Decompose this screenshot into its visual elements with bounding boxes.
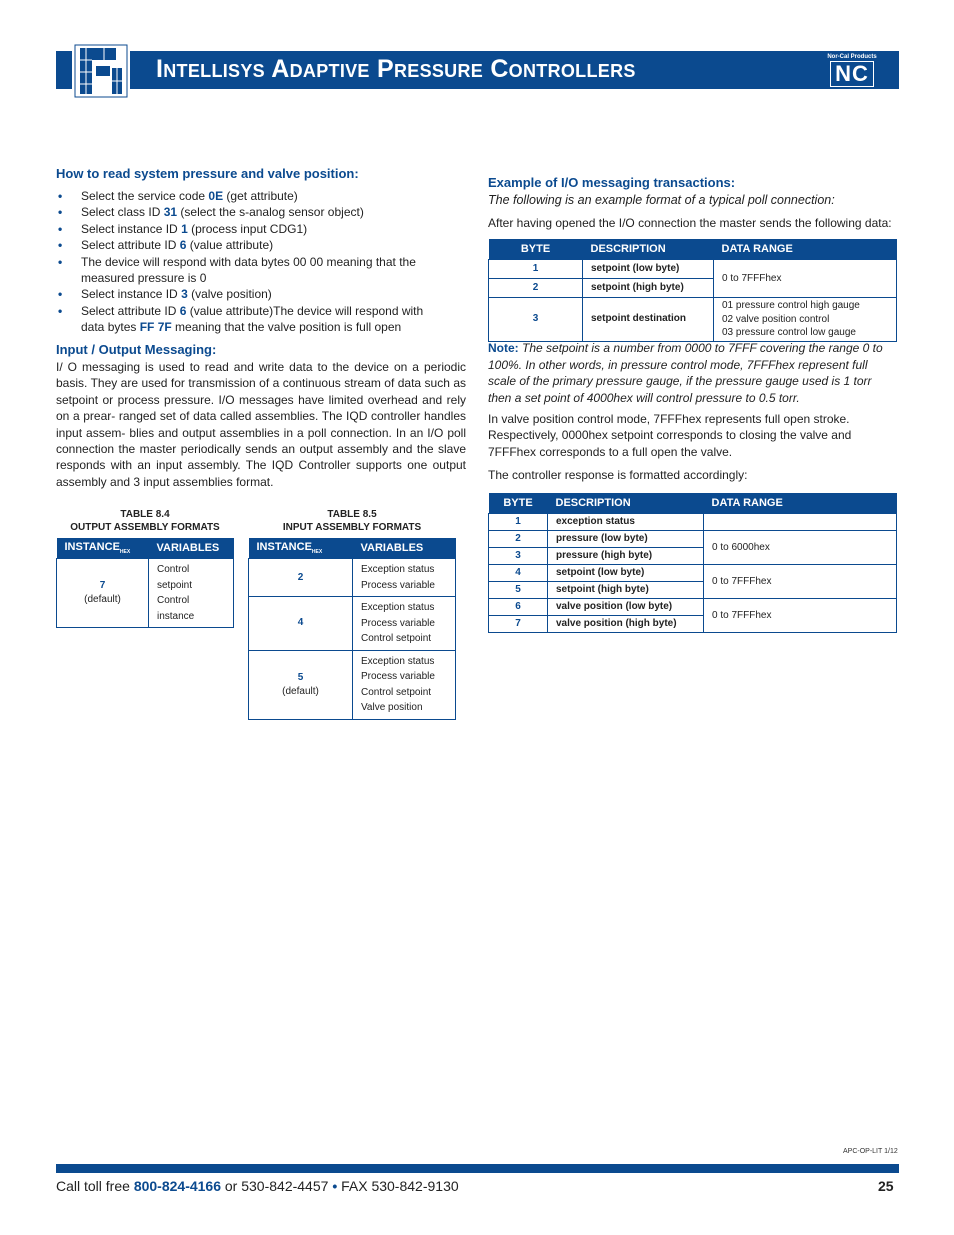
variable-item: Exception status — [361, 655, 435, 667]
range-cell — [704, 514, 897, 531]
bullet-text: (get attribute) — [223, 189, 298, 203]
response-table — [488, 493, 897, 633]
note-label: Note: — [488, 341, 519, 355]
table-header: $INSTANCE_{HEX}$ — [57, 538, 149, 559]
section-heading-read: How to read system pressure and valve position: — [56, 166, 359, 181]
byte-cell: 6 — [489, 599, 548, 616]
variable-item: Control setpoint — [361, 686, 432, 698]
instance-cell — [249, 597, 353, 651]
instance-note: (default) — [84, 594, 121, 605]
brand-name: Nor-Cal Products — [827, 54, 877, 60]
call-label: Call toll free — [56, 1178, 134, 1194]
bullet-text: (select the s-analog sensor object) — [177, 205, 364, 220]
instance-cell — [57, 559, 149, 628]
byte-cell: 5 — [489, 582, 548, 599]
table-header: DATA RANGE — [714, 239, 897, 260]
table-row — [249, 597, 456, 651]
table-row — [57, 559, 234, 628]
highlight-value: 3 — [181, 287, 188, 302]
bullet-icon: • — [58, 303, 63, 318]
instance-cell — [249, 650, 353, 719]
toll-free-phone: 800-824-4166 — [133, 1178, 221, 1194]
instance-cell — [249, 559, 353, 597]
byte-cell: 1 — [489, 514, 548, 531]
after-open-text: After having opened the I/O connection the master sends the following data: — [488, 216, 892, 230]
description-cell: exception status — [548, 514, 704, 531]
bullet-text: (value attribute) — [186, 238, 274, 253]
range-option: 01 pressure control high gauge — [722, 300, 860, 311]
table-row — [489, 260, 897, 279]
bullet-text: Select instance ID — [81, 221, 182, 236]
footer-contact — [56, 1178, 459, 1194]
table-row — [489, 599, 897, 616]
list-item — [56, 188, 426, 204]
table-header: VARIABLES — [149, 538, 234, 559]
variable-item: Process variable — [361, 579, 435, 591]
separator-bullet: • — [332, 1178, 338, 1194]
bullet-text: Select attribute ID — [81, 238, 180, 253]
table-row — [489, 565, 897, 582]
description-cell: setpoint (low byte) — [583, 260, 714, 279]
list-item — [56, 204, 426, 220]
range-cell: 0 to 7FFFhex — [714, 260, 897, 298]
table-row — [489, 531, 897, 548]
bullet-icon: • — [58, 254, 63, 269]
bullet-text: (value attribute)The device will respond with data bytes — [81, 303, 424, 335]
variable-item: Control instance — [157, 595, 195, 622]
instance-note: (default) — [282, 685, 319, 697]
bullet-list — [56, 188, 426, 336]
variable-item: Control setpoint — [157, 564, 193, 591]
variable-item: Control setpoint — [361, 633, 432, 644]
instance-value: 7 — [99, 580, 106, 591]
nor-cal-logo-icon — [72, 42, 130, 100]
list-item — [56, 221, 426, 237]
range-cell: 0 to 6000hex — [704, 531, 897, 565]
table-header: BYTE — [489, 493, 548, 514]
description-cell: pressure (low byte) — [548, 531, 704, 548]
variable-item: Exception status — [361, 564, 435, 575]
note-text: The setpoint is a number from 0000 to 7FFF covering the range 0 to 100%. In other words, in pressure control mode, 7FFFhex represent full scale of the primary pressure gauge, if the pressure gauge used is 1 torr then a set point of 4000hex will control pressure to 0.5 torr. — [488, 341, 883, 405]
list-item — [56, 237, 426, 253]
description-cell: setpoint (low byte) — [548, 565, 704, 582]
table-row — [249, 559, 456, 597]
instance-value: 2 — [297, 571, 304, 583]
fax-number: FAX 530-842-9130 — [337, 1178, 459, 1194]
example-intro: The following is an example format of a typical poll connection: — [488, 193, 835, 207]
table-header: DESCRIPTION — [548, 493, 704, 514]
bullet-text: Select attribute ID — [81, 303, 180, 318]
highlight-value: 1 — [181, 221, 188, 236]
description-cell: pressure (high byte) — [548, 548, 704, 565]
bullet-text: (process input CDG1) — [187, 221, 308, 236]
table-8-5-caption — [248, 508, 456, 534]
variables-cell — [353, 650, 456, 719]
byte-cell: 2 — [489, 531, 548, 548]
table-8-4-caption — [56, 508, 234, 534]
instance-value: 4 — [297, 617, 304, 629]
highlight-value: FF 7F — [139, 320, 172, 335]
table-header: VARIABLES — [353, 538, 456, 559]
highlight-value: 6 — [179, 303, 187, 318]
bullet-text: (valve position) — [187, 287, 272, 302]
range-option: 02 valve position control — [722, 313, 830, 325]
brand-logo — [824, 54, 880, 86]
page-number: 25 — [878, 1178, 894, 1194]
table-header: $INSTANCE_{HEX}$ — [249, 538, 353, 559]
description-cell: setpoint destination — [583, 298, 714, 342]
io-paragraph: I/ O messaging is used to read and write data to the device on a periodic basis. They are used for transmission of a continuous stream of data such as setpoint or process pressure. I/O messages have limited overhead and rely on a prear- ranged set of data called assemblies. The IQD controller handles input assem- blies and output assemblies in a poll connection. In an I/O poll connection the master periodically sends an output assembly and the slave responds with an input assembly. The IQD Controller supports one output assembly and 3 input assemblies format. — [56, 360, 466, 489]
table-header: BYTE — [489, 239, 583, 260]
variable-item: Valve position — [361, 702, 423, 713]
range-option: 03 pressure control low gauge — [722, 327, 856, 338]
byte-cell: 3 — [489, 548, 548, 565]
table-8-5-title: INPUT ASSEMBLY FORMATS — [282, 522, 422, 533]
variable-item: Exception status — [361, 602, 435, 613]
byte-cell: 4 — [489, 565, 548, 582]
table-header: DATA RANGE — [704, 493, 897, 514]
brand-letters: NC — [830, 61, 874, 87]
byte-cell: 1 — [489, 260, 583, 279]
input-assembly-table — [248, 538, 456, 720]
highlight-value: 6 — [179, 238, 187, 253]
list-item — [56, 286, 426, 302]
table-8-5-number: TABLE 8.5 — [327, 509, 377, 520]
valve-paragraph: In valve position control mode, 7FFFhex represents full open stroke. Respectively, 0000hex setpoint corresponds to closing the valve and 7FFFhex corresponds to a full open the valve. — [488, 412, 852, 459]
highlight-value: 0E — [208, 189, 224, 203]
range-cell: 0 to 7FFFhex — [704, 565, 897, 599]
bullet-text: meaning that the valve position is full open — [171, 320, 402, 335]
setpoint-note — [488, 340, 898, 406]
bullet-icon: • — [58, 287, 63, 302]
description-cell: setpoint (high byte) — [548, 582, 704, 599]
table-row — [489, 514, 897, 531]
description-cell: valve position (low byte) — [548, 599, 704, 616]
byte-cell: 2 — [489, 279, 583, 298]
bullet-text: Select the service code — [81, 189, 209, 203]
master-data-table — [488, 239, 897, 342]
variable-item: Process variable — [361, 671, 435, 682]
section-heading-io: Input / Output Messaging: — [56, 342, 217, 357]
table-row — [489, 298, 897, 342]
bullet-icon: • — [58, 238, 63, 253]
section-heading-example: Example of I/O messaging transactions: — [488, 175, 736, 190]
bullet-text: Select class ID — [81, 205, 164, 220]
variables-cell — [353, 559, 456, 597]
range-cell — [714, 298, 897, 342]
table-8-4-title: OUTPUT ASSEMBLY FORMATS — [70, 522, 220, 533]
byte-cell: 3 — [489, 298, 583, 342]
table-header: DESCRIPTION — [583, 239, 714, 260]
variables-cell — [149, 559, 234, 628]
table-8-4-number: TABLE 8.4 — [120, 509, 170, 520]
table-row — [249, 650, 456, 719]
instance-value: 5 — [297, 671, 304, 683]
bullet-icon: • — [58, 189, 63, 203]
page-title: Intellisys Adaptive Pressure Controllers — [156, 55, 636, 83]
bullet-text: The device will respond with data bytes 00 00 meaning that the measured pressure is 0 — [81, 254, 416, 286]
footer-bar — [56, 1164, 899, 1173]
description-cell: setpoint (high byte) — [583, 279, 714, 298]
byte-cell: 7 — [489, 616, 548, 633]
bullet-text: Select instance ID — [81, 287, 182, 302]
list-item — [56, 254, 426, 287]
variables-cell — [353, 597, 456, 651]
list-item — [56, 303, 426, 336]
bullet-icon: • — [58, 221, 63, 236]
bullet-icon: • — [58, 205, 63, 220]
output-assembly-table — [56, 538, 234, 628]
document-code: APC-OP-LIT 1/12 — [843, 1148, 898, 1155]
response-intro: The controller response is formatted accordingly: — [488, 468, 748, 482]
local-phone: or 530-842-4457 — [221, 1178, 333, 1194]
range-cell: 0 to 7FFFhex — [704, 599, 897, 633]
variable-item: Process variable — [361, 617, 435, 629]
description-cell: valve position (high byte) — [548, 616, 704, 633]
highlight-value: 31 — [163, 205, 178, 220]
